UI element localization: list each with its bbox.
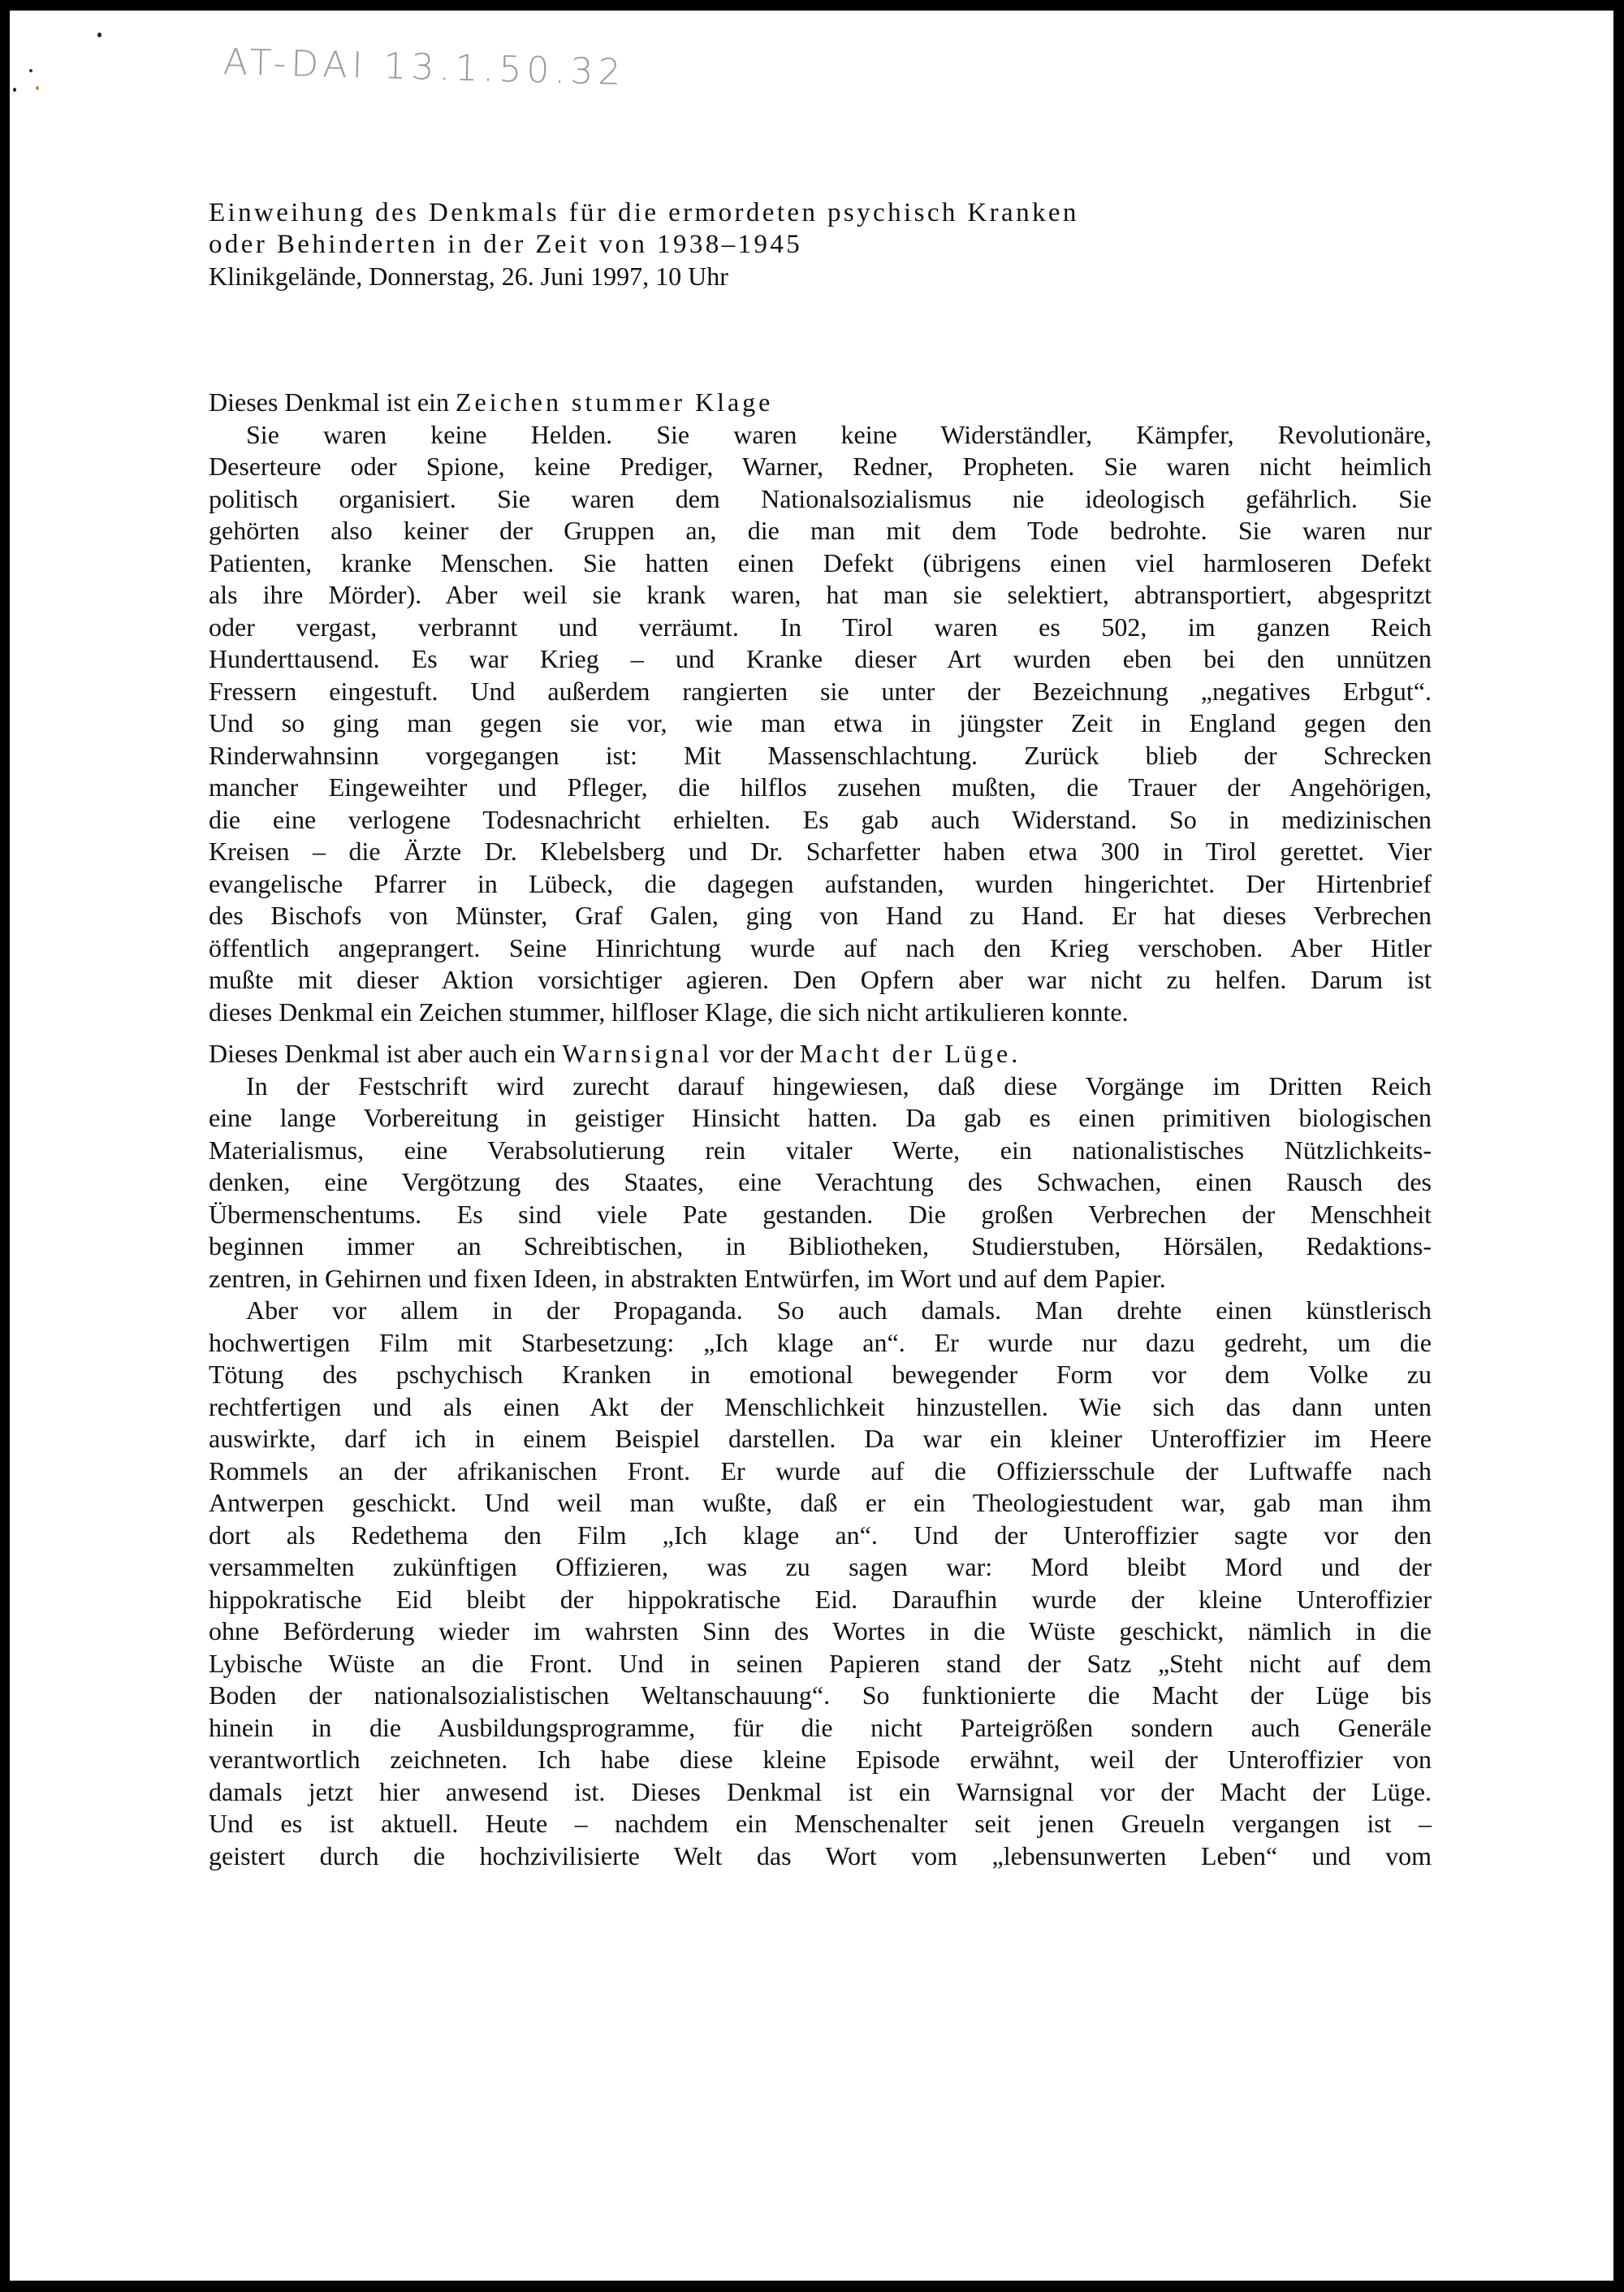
text-line: Patienten, kranke Menschen. Sie hatten einen Defekt (übrigens einen viel harmloseren Defekt xyxy=(209,547,1432,577)
text-line: verantwortlich zeichneten. Ich habe diese kleine Episode erwähnt, weil der Unteroffizier von xyxy=(209,1745,1432,1774)
text-line: versammelten zukünftigen Offizieren, was zu sagen war: Mord bleibt Mord und der xyxy=(209,1552,1432,1581)
scan-speck xyxy=(29,69,32,72)
heading-emphasis: Zeichen stummer Klage xyxy=(455,387,774,417)
text-line: des Bischofs von Münster, Graf Galen, ging von Hand zu Hand. Er hat dieses Verbrechen xyxy=(209,901,1432,930)
title-line-1: Einweihung des Denkmals für die ermordeten psychisch Kranken xyxy=(209,198,1079,227)
text-line: Rommels an der afrikanischen Front. Er wurde auf die Offiziersschule der Luftwaffe nach xyxy=(209,1455,1432,1485)
text-line: Aber vor allem in der Propaganda. So auch damals. Man drehte einen künstlerisch xyxy=(246,1295,1432,1325)
text-line: oder vergast, verbrannt und verräumt. In Tirol waren es 502, im ganzen Reich xyxy=(209,612,1432,642)
event-line: Klinikgelände, Donnerstag, 26. Juni 1997, 10 Uhr xyxy=(209,262,728,291)
text-line: rechtfertigen und als einen Akt der Menschlichkeit hinzustellen. Wie sich das dann unten xyxy=(209,1391,1432,1421)
section-2-paragraph-1 xyxy=(209,1070,1432,1295)
text-line: Deserteure oder Spione, keine Prediger, Warner, Redner, Propheten. Sie waren nicht heimlich xyxy=(209,452,1432,481)
scan-speck xyxy=(36,86,39,90)
text-line: Lybische Wüste an die Front. Und in seinen Papieren stand der Satz „Steht nicht auf dem xyxy=(209,1648,1432,1678)
document-header xyxy=(209,197,1432,292)
text-line: evangelische Pfarrer in Lübeck, die dagegen aufstanden, wurden hingerichtet. Der Hirtenbrief xyxy=(209,868,1432,898)
text-line: politisch organisiert. Sie waren dem Nationalsozialismus nie ideologisch gefährlich. Sie xyxy=(209,483,1432,513)
heading-prefix: Dieses Denkmal ist ein xyxy=(209,387,456,417)
text-line: ohne Beförderung wieder im wahrsten Sinn des Wortes in die Wüste geschickt, nämlich in die xyxy=(209,1616,1432,1645)
text-line: als ihre Mörder). Aber weil sie krank waren, hat man sie selektiert, abtransportiert, abgespritzt xyxy=(209,580,1432,609)
text-line: denken, eine Vergötzung des Staates, eine Verachtung des Schwachen, einen Rausch des xyxy=(209,1167,1432,1196)
text-line: die eine verlogene Todesnachricht erhielten. Es gab auch Widerstand. So in medizinischen xyxy=(209,804,1432,834)
section-1-paragraph xyxy=(209,419,1432,1029)
text-line: beginnen immer an Schreibtischen, in Bibliotheken, Studierstuben, Hörsälen, Redaktions- xyxy=(209,1231,1432,1261)
heading-prefix: Dieses Denkmal ist aber auch ein xyxy=(209,1039,563,1068)
text-line: Rinderwahnsinn vorgegangen ist: Mit Massenschlachtung. Zurück blieb der Schrecken xyxy=(209,740,1432,770)
text-line: eine lange Vorbereitung in geistiger Hinsicht hatten. Da gab es einen primitiven biologischen xyxy=(209,1103,1432,1132)
text-line: geistert durch die hochzivilisierte Welt das Wort vom „lebensunwerten Leben“ und vom xyxy=(209,1840,1432,1870)
text-line: Antwerpen geschickt. Und weil man wußte, daß er ein Theologiestudent war, gab man ihm xyxy=(209,1488,1432,1517)
text-line: gehörten also keiner der Gruppen an, die man mit dem Tode bedrohte. Sie waren nur xyxy=(209,516,1432,545)
text-line: öffentlich angeprangert. Seine Hinrichtung wurde auf nach den Krieg verschoben. Aber Hitler xyxy=(209,932,1432,962)
archive-signature: AT-DAI 13.1.50.32 xyxy=(222,41,626,93)
text-line: Boden der nationalsozialistischen Weltanschauung“. So funktionierte die Macht der Lüge bis xyxy=(209,1680,1432,1710)
text-line: dieses Denkmal ein Zeichen stummer, hilfloser Klage, die sich nicht artikulieren konnte. xyxy=(209,997,1129,1027)
text-line: auswirkte, darf ich in einem Beispiel darstellen. Da war ein kleiner Unteroffizier im Heere xyxy=(209,1424,1432,1453)
text-line: Übermenschentums. Es sind viele Pate gestanden. Die großen Verbrechen der Menschheit xyxy=(209,1199,1432,1229)
text-line: Fressern eingestuft. Und außerdem rangierten sie unter der Bezeichnung „negatives Erbgut“. xyxy=(209,676,1432,706)
section-heading-1 xyxy=(209,387,1432,419)
text-line: Und so ging man gegen sie vor, wie man etwa in jüngster Zeit in England gegen den xyxy=(209,708,1432,737)
text-line: Hunderttausend. Es war Krieg – und Kranke dieser Art wurden eben bei den unnützen xyxy=(209,644,1432,673)
text-line: hippokratische Eid bleibt der hippokratische Eid. Daraufhin wurde der kleine Unteroffizier xyxy=(209,1584,1432,1614)
title-line-2: oder Behinderten in der Zeit von 1938–1945 xyxy=(209,230,803,259)
scan-speck xyxy=(97,32,102,37)
text-line: zentren, in Gehirnen und fixen Ideen, in abstrakten Entwürfen, im Wort und auf dem Papier. xyxy=(209,1263,1166,1293)
text-line: mancher Eingeweihter und Pfleger, die hilflos zusehen mußten, die Trauer der Angehörigen, xyxy=(209,772,1432,802)
text-line: hinein in die Ausbildungsprogramme, für die nicht Parteigrößen sondern auch Generäle xyxy=(209,1712,1432,1742)
section-2-paragraph-2 xyxy=(209,1295,1432,1872)
heading-emphasis: Warnsignal xyxy=(562,1039,713,1068)
scan-speck xyxy=(13,88,16,92)
document-body xyxy=(209,387,1432,1872)
text-line: hochwertigen Film mit Starbesetzung: „Ich klage an“. Er wurde nur dazu gedreht, um die xyxy=(209,1327,1432,1357)
section-heading-2 xyxy=(209,1038,1432,1070)
text-line: dort als Redethema den Film „Ich klage an“. Und der Unteroffizier sagte vor den xyxy=(209,1520,1432,1550)
text-line: mußte mit dieser Aktion vorsichtiger agieren. Den Opfern aber war nicht zu helfen. Darum ist xyxy=(209,965,1432,994)
text-line: In der Festschrift wird zurecht darauf hingewiesen, daß diese Vorgänge im Dritten Reich xyxy=(246,1070,1432,1101)
text-line: Sie waren keine Helden. Sie waren keine Widerständler, Kämpfer, Revolutionäre, xyxy=(246,419,1432,449)
text-line: Tötung des pschychisch Kranken in emotional bewegender Form vor dem Volke zu xyxy=(209,1360,1432,1389)
heading-middle: vor der xyxy=(712,1039,800,1068)
text-line: Materialismus, eine Verabsolutierung rein vitaler Werte, ein nationalistisches Nützlichkeits- xyxy=(209,1135,1432,1165)
heading-emphasis: Macht der Lüge. xyxy=(799,1039,1021,1068)
text-line: Und es ist aktuell. Heute – nachdem ein Menschenalter seit jenen Greueln vergangen ist – xyxy=(209,1809,1432,1838)
text-line: damals jetzt hier anwesend ist. Dieses Denkmal ist ein Warnsignal vor der Macht der Lüge. xyxy=(209,1776,1432,1806)
document-page xyxy=(10,11,1613,2281)
text-line: Kreisen – die Ärzte Dr. Klebelsberg und Dr. Scharfetter haben etwa 300 in Tirol gerettet. Vier xyxy=(209,837,1432,866)
